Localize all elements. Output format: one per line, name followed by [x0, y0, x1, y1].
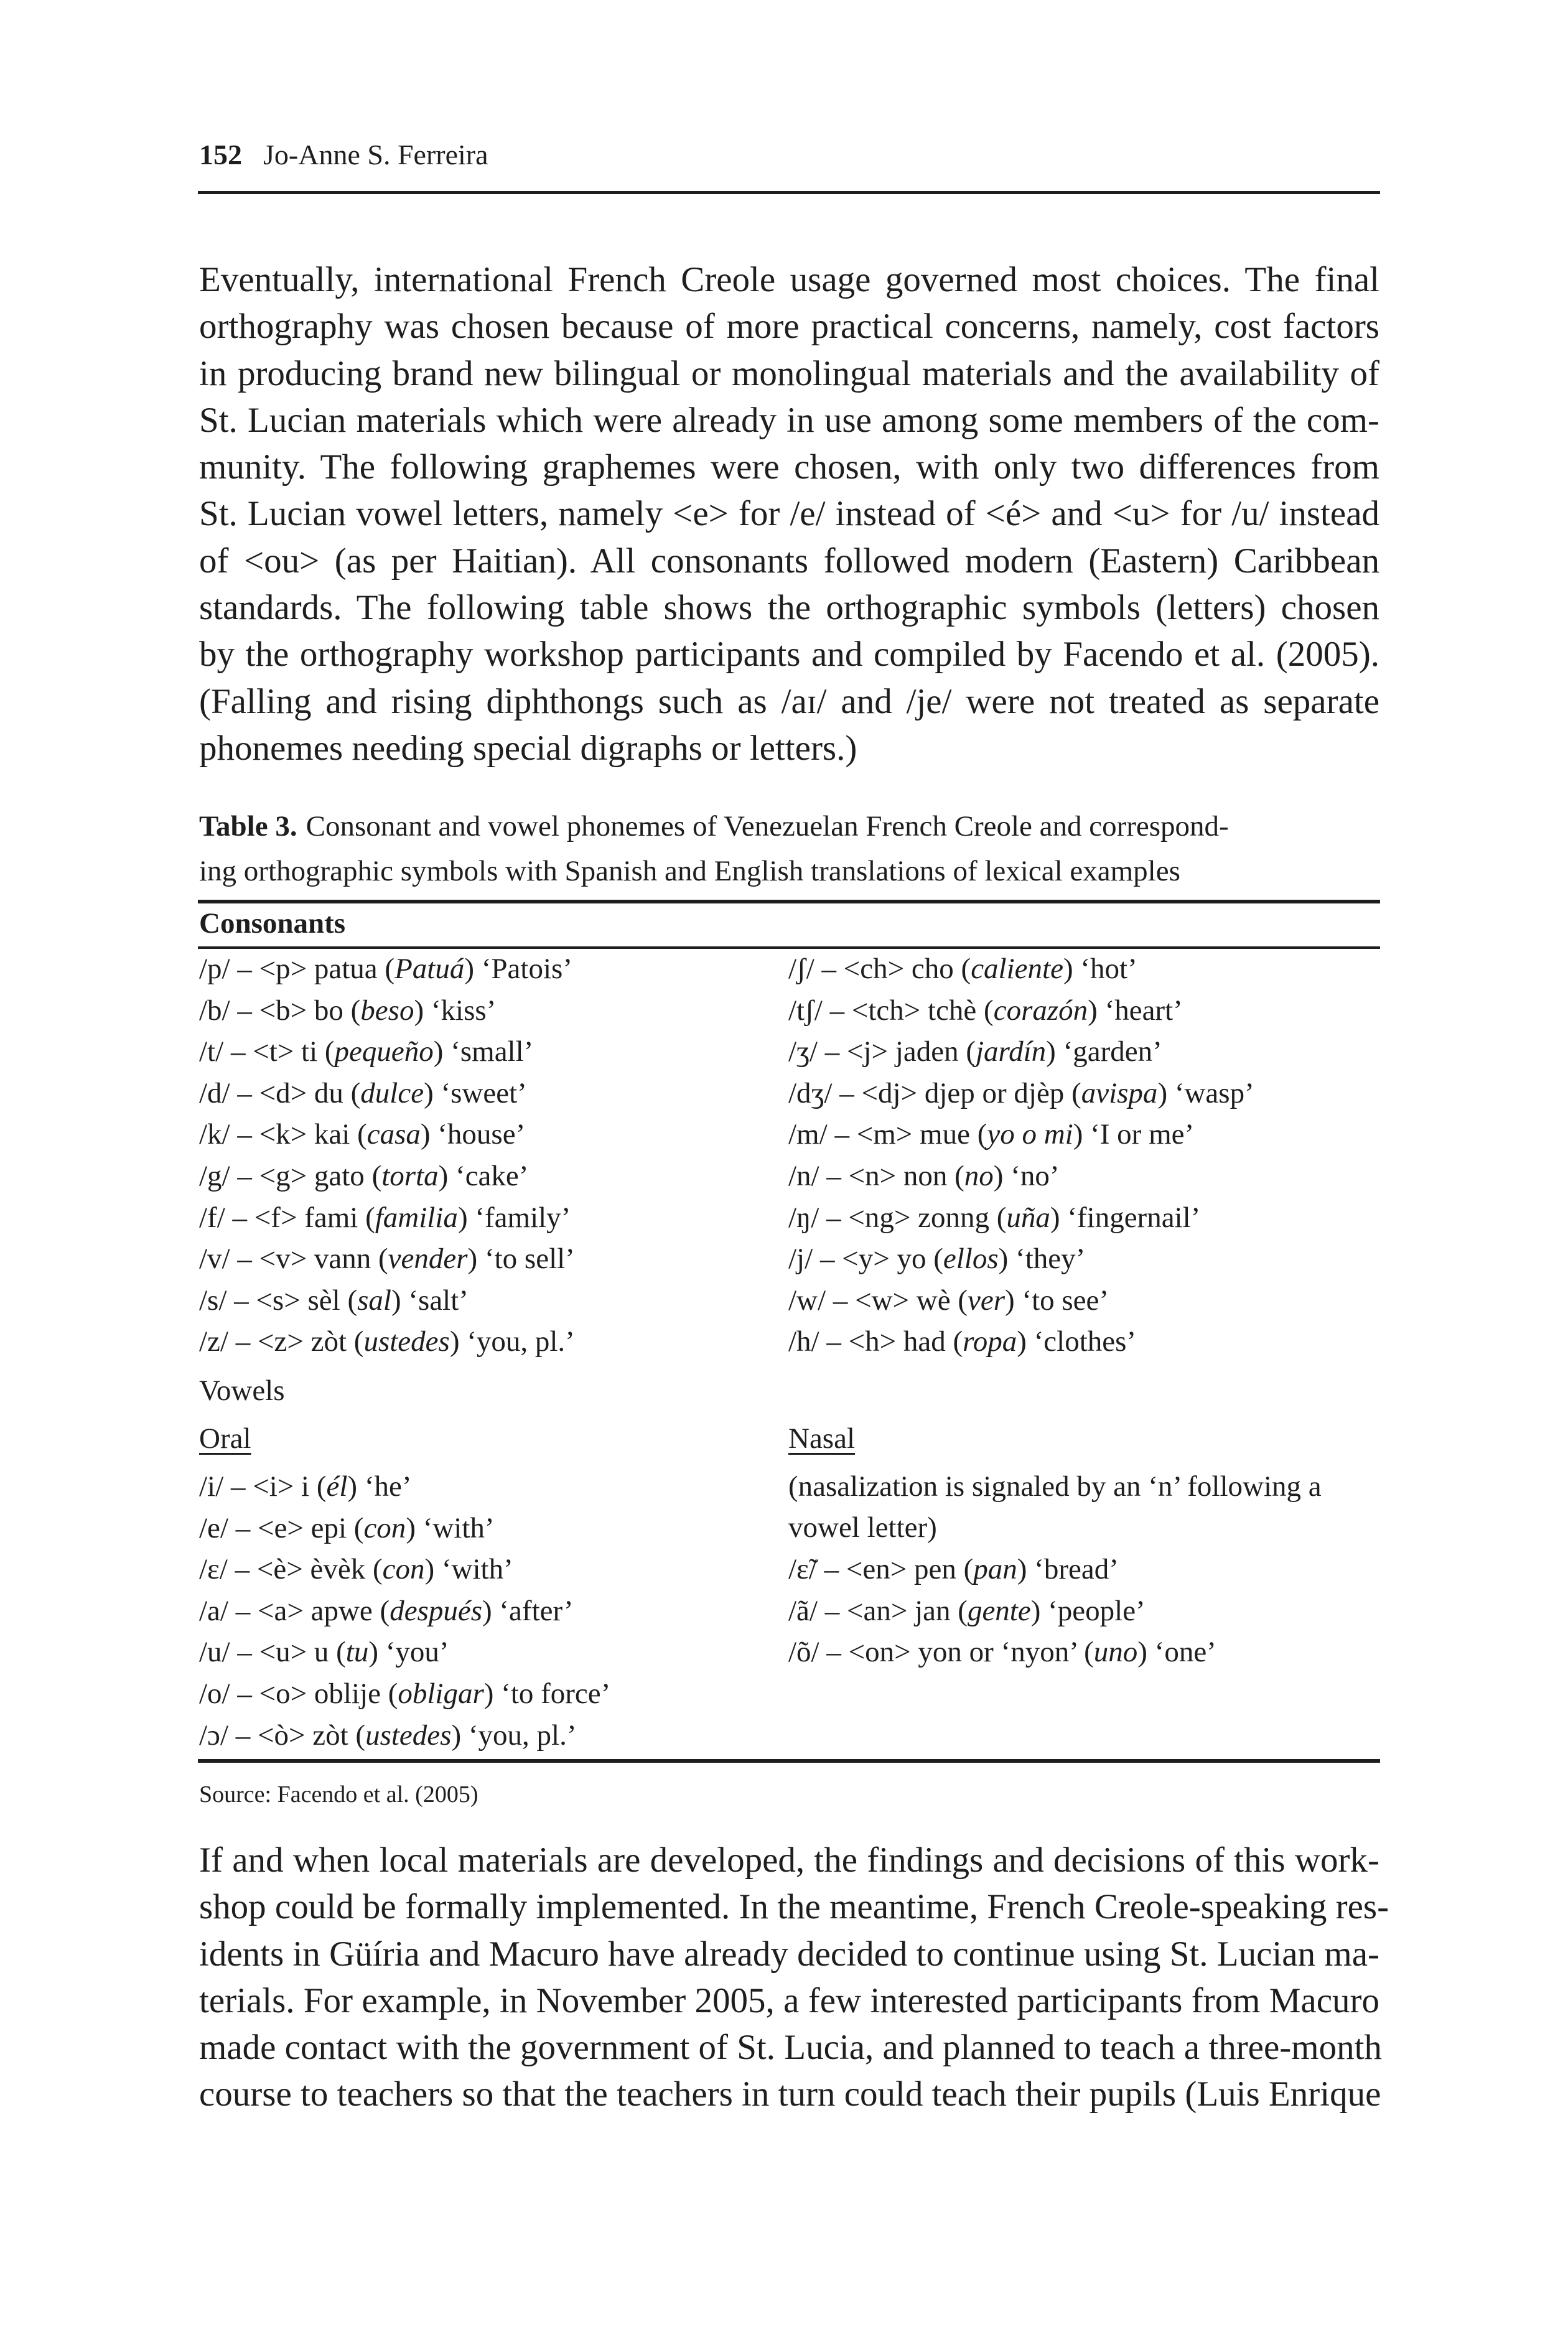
spanish-gloss-cell: corazón	[993, 994, 1088, 1027]
grapheme-cell: <a>	[257, 1594, 304, 1627]
spanish-gloss-cell: torta	[381, 1160, 439, 1192]
english-gloss-cell: ‘to sell’	[484, 1243, 575, 1276]
spanish-gloss-cell: caliente	[971, 953, 1063, 985]
table-row: /ɛ/ – <è> èvèk (con) ‘with’	[199, 1553, 513, 1586]
table-row: /z/ – <z> zòt (ustedes) ‘you, pl.’	[199, 1325, 575, 1358]
grapheme-cell: <v>	[259, 1243, 307, 1276]
english-gloss-cell: ‘you, pl.’	[467, 1325, 575, 1358]
spanish-gloss-cell: dulce	[360, 1076, 424, 1109]
spanish-gloss-cell: pequeño	[334, 1035, 434, 1068]
phoneme-cell: /dʒ/	[788, 1076, 833, 1109]
text-line: Eventually, international French Creole usage governed most choices. The final	[199, 260, 1379, 299]
english-gloss-cell: ‘house’	[437, 1118, 526, 1151]
creole-word-cell: zòt	[310, 1325, 347, 1358]
grapheme-cell: <z>	[257, 1325, 304, 1358]
table-row: /õ/ – <on> yon or ‘nyon’ (uno) ‘one’	[788, 1636, 1216, 1669]
english-gloss-cell: ‘you’	[385, 1636, 449, 1669]
english-gloss-cell: ‘Patois’	[481, 953, 572, 985]
table-source: Source: Facendo et al. (2005)	[199, 1781, 478, 1808]
creole-word-cell: jaden	[895, 1035, 959, 1068]
english-gloss-cell: ‘sweet’	[441, 1076, 527, 1109]
creole-word-cell: had	[903, 1325, 946, 1358]
creole-word-cell: mue	[920, 1118, 970, 1151]
english-gloss-cell: ‘clothes’	[1034, 1325, 1137, 1358]
table-row: /i/ – <i> i (él) ‘he’	[199, 1470, 412, 1503]
phoneme-cell: /ɛ/	[199, 1553, 228, 1586]
phoneme-cell: /ɛ̃/	[788, 1553, 817, 1585]
text-line: of <ou> (as per Haitian). All consonants followed modern (Eastern) Caribbean	[199, 541, 1379, 581]
spanish-gloss-cell: Patuá	[394, 953, 465, 985]
phoneme-cell: /w/	[788, 1284, 826, 1317]
spanish-gloss-cell: con	[382, 1553, 425, 1586]
grapheme-cell: <w>	[855, 1284, 910, 1317]
spanish-gloss-cell: con	[363, 1511, 406, 1544]
spanish-gloss-cell: no	[964, 1160, 994, 1192]
phoneme-cell: /p/	[199, 953, 230, 985]
english-gloss-cell: ‘he’	[364, 1470, 412, 1503]
creole-word-cell: zonng	[918, 1201, 990, 1234]
phoneme-cell: /ŋ/	[788, 1201, 819, 1234]
grapheme-cell: <ng>	[848, 1201, 911, 1234]
phoneme-cell: /o/	[199, 1678, 230, 1710]
phoneme-cell: /m/	[788, 1118, 828, 1151]
creole-word-cell: djep or djèp	[924, 1076, 1065, 1109]
phoneme-cell: /e/	[199, 1511, 228, 1544]
table-row: /g/ – <g> gato (torta) ‘cake’	[199, 1160, 529, 1192]
creole-word-cell: èvèk	[310, 1553, 366, 1586]
creole-word-cell: vann	[314, 1243, 371, 1276]
spanish-gloss-cell: beso	[360, 994, 414, 1027]
spanish-gloss-cell: gente	[967, 1594, 1031, 1627]
creole-word-cell: yon or ‘nyon’	[918, 1636, 1077, 1669]
table-row: /f/ – <f> fami (familia) ‘family’	[199, 1201, 571, 1234]
phoneme-cell: /ɔ/	[199, 1719, 228, 1752]
english-gloss-cell: ‘with’	[422, 1511, 495, 1544]
table-row: /m/ – <m> mue (yo o mi) ‘I or me’	[788, 1118, 1195, 1151]
table-row: /s/ – <s> sèl (sal) ‘salt’	[199, 1284, 469, 1317]
text-line: shop could be formally implemented. In the meantime, French Creole-speaking res-	[199, 1887, 1389, 1927]
grapheme-cell: <ch>	[843, 953, 905, 985]
table-row: /j/ – <y> yo (ellos) ‘they’	[788, 1243, 1086, 1276]
table-row: /ɔ/ – <ò> zòt (ustedes) ‘you, pl.’	[199, 1719, 577, 1752]
table-bottom-rule	[198, 1759, 1380, 1763]
english-gloss-cell: ‘with’	[441, 1553, 513, 1586]
spanish-gloss-cell: ustedes	[363, 1325, 450, 1358]
table-row: /p/ – <p> patua (Patuá) ‘Patois’	[199, 953, 572, 985]
table-row: /o/ – <o> oblije (obligar) ‘to force’	[199, 1678, 611, 1710]
phoneme-cell: /t/	[199, 1035, 224, 1068]
spanish-gloss-cell: jardín	[976, 1035, 1047, 1068]
running-header	[199, 138, 1379, 175]
grapheme-cell: <è>	[256, 1553, 303, 1586]
phoneme-cell: /d/	[199, 1076, 230, 1109]
phoneme-cell: /ã/	[788, 1594, 818, 1627]
phoneme-cell: /h/	[788, 1325, 819, 1358]
table-row: /ã/ – <an> jan (gente) ‘people’	[788, 1594, 1146, 1627]
grapheme-cell: <n>	[848, 1160, 897, 1192]
phoneme-cell: /u/	[199, 1636, 230, 1669]
phoneme-cell: /i/	[199, 1470, 224, 1503]
phoneme-cell: /ʒ/	[788, 1035, 818, 1068]
creole-word-cell: wè	[916, 1284, 951, 1317]
text-line: terials. For example, in November 2005, a few interested participants from Macuro	[199, 1981, 1379, 2020]
grapheme-cell: <ò>	[257, 1719, 306, 1752]
consonants-heading: Consonants	[199, 907, 346, 940]
text-line: (Falling and rising diphthongs such as /aɪ/ and /je/ were not treated as separate	[199, 681, 1379, 721]
english-gloss-cell: ‘kiss’	[431, 994, 497, 1027]
grapheme-cell: <dj>	[861, 1076, 918, 1109]
table-row: /v/ – <v> vann (vender) ‘to sell’	[199, 1243, 575, 1276]
text-line: phonemes needing special digraphs or letters.)	[199, 728, 857, 768]
english-gloss-cell: ‘garden’	[1063, 1035, 1162, 1068]
grapheme-cell: <g>	[259, 1160, 307, 1192]
creole-word-cell: tchè	[928, 994, 977, 1027]
creole-word-cell: zòt	[312, 1719, 348, 1752]
english-gloss-cell: ‘family’	[475, 1201, 571, 1234]
spanish-gloss-cell: él	[326, 1470, 348, 1503]
grapheme-cell: <m>	[856, 1118, 913, 1151]
spanish-gloss-cell: familia	[375, 1201, 458, 1234]
spanish-gloss-cell: uña	[1006, 1201, 1050, 1234]
creole-word-cell: du	[314, 1076, 343, 1109]
header-rule	[198, 191, 1380, 194]
table-row: /d/ – <d> du (dulce) ‘sweet’	[199, 1076, 527, 1109]
grapheme-cell: <an>	[846, 1594, 908, 1627]
table-row: /u/ – <u> u (tu) ‘you’	[199, 1636, 449, 1669]
creole-word-cell: yo	[897, 1243, 926, 1276]
phoneme-cell: /g/	[199, 1160, 230, 1192]
creole-word-cell: jan	[915, 1594, 951, 1627]
english-gloss-cell: ‘bread’	[1034, 1553, 1119, 1585]
page-number: 152	[199, 139, 242, 170]
spanish-gloss-cell: avispa	[1081, 1076, 1158, 1109]
caption-text: Consonant and vowel phonemes of Venezuelan French Creole and correspond-	[306, 810, 1229, 842]
phoneme-cell: /k/	[199, 1118, 230, 1151]
table-header-rule	[198, 946, 1380, 949]
creole-word-cell: gato	[314, 1160, 365, 1192]
spanish-gloss-cell: ellos	[943, 1243, 999, 1276]
grapheme-cell: <j>	[846, 1035, 889, 1068]
text-line: idents in Güíria and Macuro have already decided to continue using St. Lucian ma-	[199, 1934, 1379, 1974]
grapheme-cell: <tch>	[851, 994, 921, 1027]
spanish-gloss-cell: yo o mi	[987, 1118, 1073, 1151]
creole-word-cell: non	[903, 1160, 948, 1192]
english-gloss-cell: ‘cake’	[455, 1160, 529, 1192]
english-gloss-cell: ‘people’	[1048, 1594, 1146, 1627]
phoneme-cell: /õ/	[788, 1636, 819, 1669]
table-row: /h/ – <h> had (ropa) ‘clothes’	[788, 1325, 1137, 1358]
text-line: munity. The following graphemes were chosen, with only two differences from	[199, 447, 1379, 487]
table-row: /ʃ/ – <ch> cho (caliente) ‘hot’	[788, 953, 1137, 985]
spanish-gloss-cell: sal	[357, 1284, 391, 1317]
table-label: Table 3.	[199, 810, 297, 842]
creole-word-cell: ti	[301, 1035, 318, 1068]
phoneme-cell: /j/	[788, 1243, 813, 1276]
spanish-gloss-cell: después	[390, 1594, 482, 1627]
spanish-gloss-cell: tu	[345, 1636, 369, 1669]
table-caption	[199, 804, 1379, 894]
spanish-gloss-cell: obligar	[398, 1678, 484, 1710]
text-line: St. Lucian vowel letters, namely <e> for /e/ instead of <é> and <u> for /u/ instead	[199, 494, 1379, 534]
text-line: in producing brand new bilingual or monolingual materials and the availability of	[199, 353, 1379, 393]
english-gloss-cell: ‘I or me’	[1090, 1118, 1195, 1151]
body-paragraph-1	[199, 256, 1379, 772]
grapheme-cell: <e>	[257, 1511, 304, 1544]
running-head-author: Jo-Anne S. Ferreira	[263, 139, 488, 170]
english-gloss-cell: ‘to see’	[1022, 1284, 1109, 1317]
body-paragraph-2	[199, 1837, 1389, 2118]
creole-word-cell: oblije	[314, 1678, 381, 1710]
phoneme-cell: /tʃ/	[788, 994, 823, 1027]
grapheme-cell: <p>	[259, 953, 307, 985]
spanish-gloss-cell: vender	[388, 1243, 468, 1276]
spanish-gloss-cell: ropa	[963, 1325, 1017, 1358]
grapheme-cell: <en>	[846, 1553, 907, 1585]
text-line: If and when local materials are developed, the findings and decisions of this work-	[199, 1841, 1379, 1880]
phoneme-cell: /f/	[199, 1201, 225, 1234]
english-gloss-cell: ‘one’	[1154, 1636, 1216, 1669]
grapheme-cell: <d>	[259, 1076, 307, 1109]
phoneme-cell: /a/	[199, 1594, 228, 1627]
table-row: /a/ – <a> apwe (después) ‘after’	[199, 1594, 574, 1627]
table-row: /e/ – <e> epi (con) ‘with’	[199, 1511, 495, 1544]
creole-word-cell: kai	[314, 1118, 350, 1151]
phoneme-cell: /n/	[788, 1160, 819, 1192]
grapheme-cell: <i>	[253, 1470, 294, 1503]
creole-word-cell: patua	[314, 953, 378, 985]
spanish-gloss-cell: casa	[366, 1118, 421, 1151]
english-gloss-cell: ‘heart’	[1104, 994, 1183, 1027]
english-gloss-cell: ‘you, pl.’	[468, 1719, 577, 1752]
english-gloss-cell: ‘to force’	[501, 1678, 611, 1710]
grapheme-cell: <k>	[259, 1118, 307, 1151]
grapheme-cell: <y>	[842, 1243, 890, 1276]
phoneme-cell: /ʃ/	[788, 953, 814, 985]
table-row: /ʒ/ – <j> jaden (jardín) ‘garden’	[788, 1035, 1162, 1068]
english-gloss-cell: ‘salt’	[408, 1284, 469, 1317]
english-gloss-cell: ‘after’	[499, 1594, 574, 1627]
spanish-gloss-cell: ustedes	[365, 1719, 452, 1752]
creole-word-cell: i	[301, 1470, 310, 1503]
table-row: /ɛ̃/ – <en> pen (pan) ‘bread’	[788, 1553, 1119, 1585]
english-gloss-cell: ‘fingernail’	[1067, 1201, 1201, 1234]
table-row: /t/ – <t> ti (pequeño) ‘small’	[199, 1035, 534, 1068]
creole-word-cell: cho	[911, 953, 954, 985]
text-line: St. Lucian materials which were already in use among some members of the com-	[199, 400, 1379, 440]
text-line: by the orthography workshop participants and compiled by Facendo et al. (2005).	[199, 635, 1379, 674]
text-line: standards. The following table shows the orthographic symbols (letters) chosen	[199, 588, 1379, 628]
creole-word-cell: fami	[304, 1201, 358, 1234]
nasal-heading: Nasal	[788, 1422, 856, 1455]
text-line: orthography was chosen because of more practical concerns, namely, cost factors	[199, 307, 1379, 347]
grapheme-cell: <on>	[848, 1636, 911, 1669]
english-gloss-cell: ‘no’	[1010, 1160, 1060, 1192]
table-row: /b/ – <b> bo (beso) ‘kiss’	[199, 994, 497, 1027]
phoneme-cell: /s/	[199, 1284, 227, 1317]
phoneme-cell: /z/	[199, 1325, 228, 1358]
nasal-note: (nasalization is signaled by an ‘n’ following a	[788, 1470, 1322, 1503]
creole-word-cell: apwe	[310, 1594, 373, 1627]
spanish-gloss-cell: ver	[968, 1284, 1006, 1317]
creole-word-cell: u	[314, 1636, 329, 1669]
english-gloss-cell: ‘small’	[450, 1035, 534, 1068]
grapheme-cell: <s>	[256, 1284, 301, 1317]
table-top-rule	[198, 900, 1380, 903]
text-line: course to teachers so that the teachers in turn could teach their pupils (Luis Enrique	[199, 2074, 1381, 2114]
table-row: /k/ – <k> kai (casa) ‘house’	[199, 1118, 526, 1151]
grapheme-cell: <t>	[253, 1035, 294, 1068]
english-gloss-cell: ‘hot’	[1080, 953, 1137, 985]
creole-word-cell: bo	[314, 994, 343, 1027]
grapheme-cell: <f>	[254, 1201, 297, 1234]
table-row: /ŋ/ – <ng> zonng (uña) ‘fingernail’	[788, 1201, 1201, 1234]
spanish-gloss-cell: uno	[1093, 1636, 1138, 1669]
grapheme-cell: <o>	[259, 1678, 307, 1710]
english-gloss-cell: ‘they’	[1015, 1243, 1086, 1276]
table-row: /dʒ/ – <dj> djep or djèp (avispa) ‘wasp’	[788, 1076, 1254, 1109]
grapheme-cell: <b>	[259, 994, 307, 1027]
english-gloss-cell: ‘wasp’	[1174, 1076, 1254, 1109]
spanish-gloss-cell: pan	[973, 1553, 1017, 1585]
table-row: /tʃ/ – <tch> tchè (corazón) ‘heart’	[788, 994, 1183, 1027]
table-row: /n/ – <n> non (no) ‘no’	[788, 1160, 1060, 1192]
phoneme-cell: /v/	[199, 1243, 230, 1276]
creole-word-cell: sèl	[307, 1284, 340, 1317]
oral-heading: Oral	[199, 1422, 251, 1455]
table-row: /w/ – <w> wè (ver) ‘to see’	[788, 1284, 1109, 1317]
vowels-heading: Vowels	[199, 1374, 285, 1407]
caption-text: ing orthographic symbols with Spanish and English translations of lexical examples	[199, 855, 1180, 887]
grapheme-cell: <h>	[848, 1325, 897, 1358]
grapheme-cell: <u>	[259, 1636, 307, 1669]
text-line: made contact with the government of St. Lucia, and planned to teach a three-month	[199, 2028, 1382, 2068]
nasal-note: vowel letter)	[788, 1511, 937, 1544]
creole-word-cell: pen	[913, 1553, 956, 1585]
creole-word-cell: epi	[310, 1511, 347, 1544]
phoneme-cell: /b/	[199, 994, 230, 1027]
